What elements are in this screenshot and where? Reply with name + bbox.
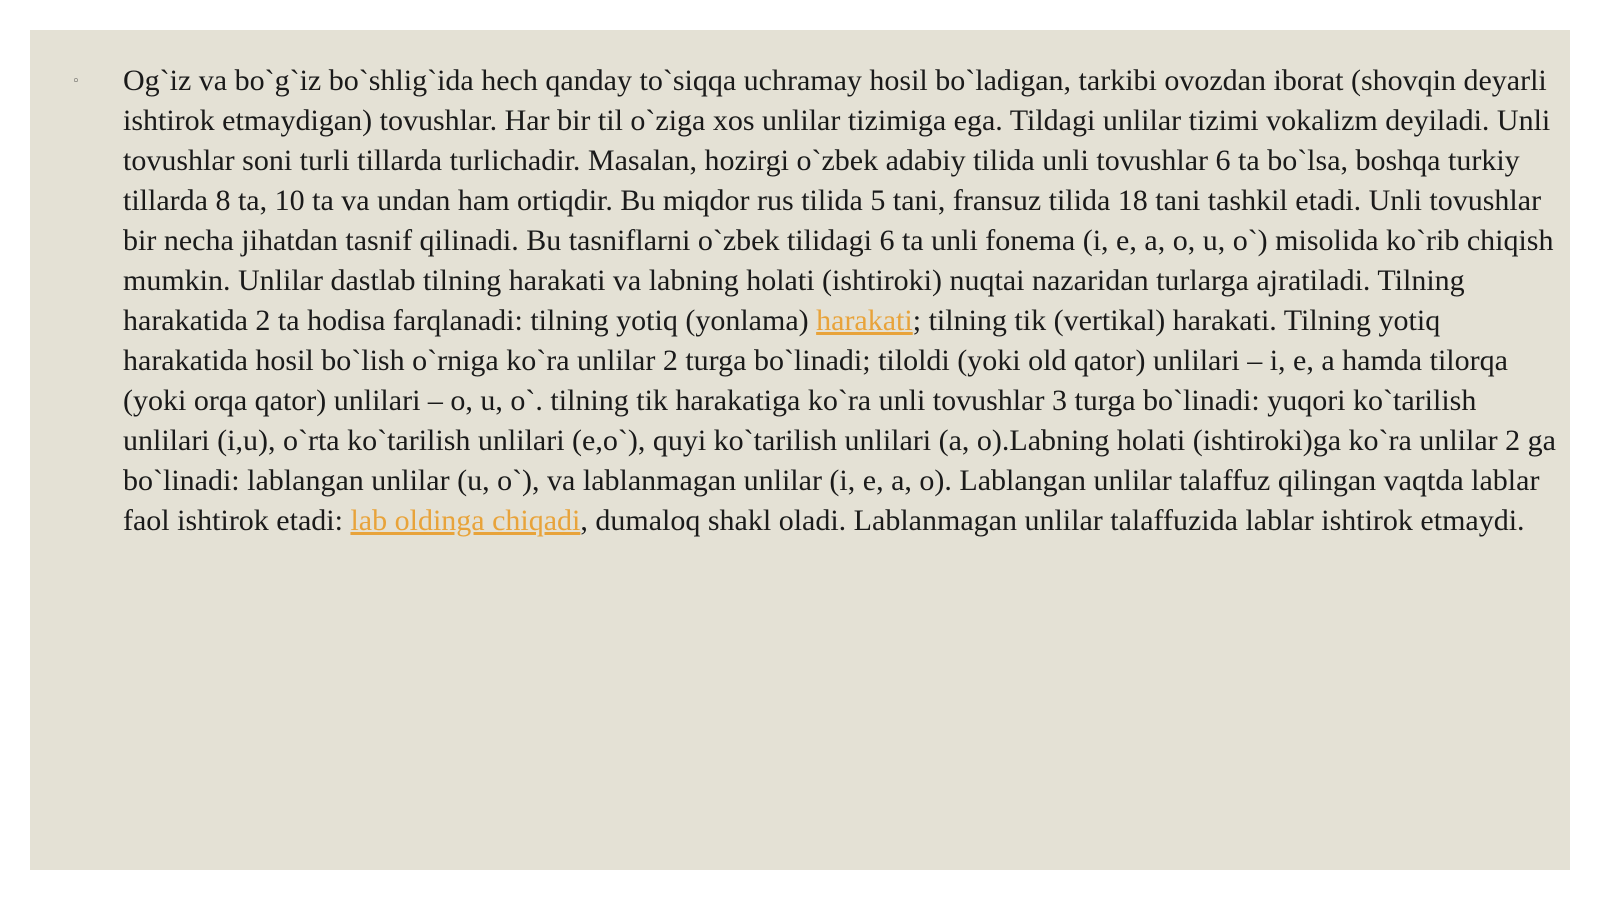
- link-lab-oldinga-chiqadi[interactable]: lab oldinga chiqadi: [350, 504, 581, 537]
- bullet-paragraph: [123, 61, 1563, 541]
- text-segment: ; tilning tik (vertikal) harakati. Tilning yotiq harakatida hosil bo`lish o`rniga ko`ra unlilar 2 turga bo`linadi; tiloldi (yoki old qator) unlilari – i, e, a hamda tilorqa (yoki orqa qator) unlilari – o, u, o`. tilning tik harakatiga ko`ra unli tovushlar 3 turga bo`linadi: yuqori ko`tarilish unlilari (i,u), o`rta ko`tarilish unlilari (e,o`), quyi ko`tarilish unlilari (a, o).Labning holati (ishtiroki)ga ko`ra unlilar 2 ga bo`linadi: lablangan unlilar (u, o`), va lablanmagan unlilar (i, e, a, o). Lablangan unlilar talaffuz qilingan vaqtda lablar faol ishtirok etadi:: [123, 304, 1556, 537]
- bullet-item: [72, 61, 1562, 541]
- text-segment: Og`iz va bo`g`iz bo`shlig`ida hech qanday to`siqqa uchramay hosil bo`ladigan, tarkibi ovozdan iborat (shovqin deyarli ishtirok etmaydigan) tovushlar. Har bir til o`ziga xos unlilar tizimiga ega. Tildagi unlilar tizimi vokalizm deyiladi. Unli tovushlar soni turli tillarda turlichadir. Masalan, hozirgi o`zbek adabiy tilida unli tovushlar 6 ta bo`lsa, boshqa turkiy tillarda 8 ta, 10 ta va undan ham ortiqdir. Bu miqdor rus tilida 5 tani, fransuz tilida 18 tani tashkil etadi. Unli tovushlar bir necha jihatdan tasnif qilinadi. Bu tasniflarni o`zbek tilidagi 6 ta unli fonema (i, e, a, o, u, o`) misolida ko`rib chiqish mumkin. Unlilar dastlab tilning harakati va labning holati (ishtiroki) nuqtai nazaridan turlarga ajratiladi. Tilning harakatida 2 ta hodisa farqlanadi: tilning yotiq (yonlama): [123, 64, 1554, 337]
- text-segment: , dumaloq shakl oladi. Lablanmagan unlilar talaffuzida lablar ishtirok etmaydi.: [580, 504, 1525, 537]
- link-harakati[interactable]: harakati: [816, 304, 913, 337]
- slide: [30, 30, 1570, 870]
- hollow-bullet-icon: ◦: [72, 74, 80, 89]
